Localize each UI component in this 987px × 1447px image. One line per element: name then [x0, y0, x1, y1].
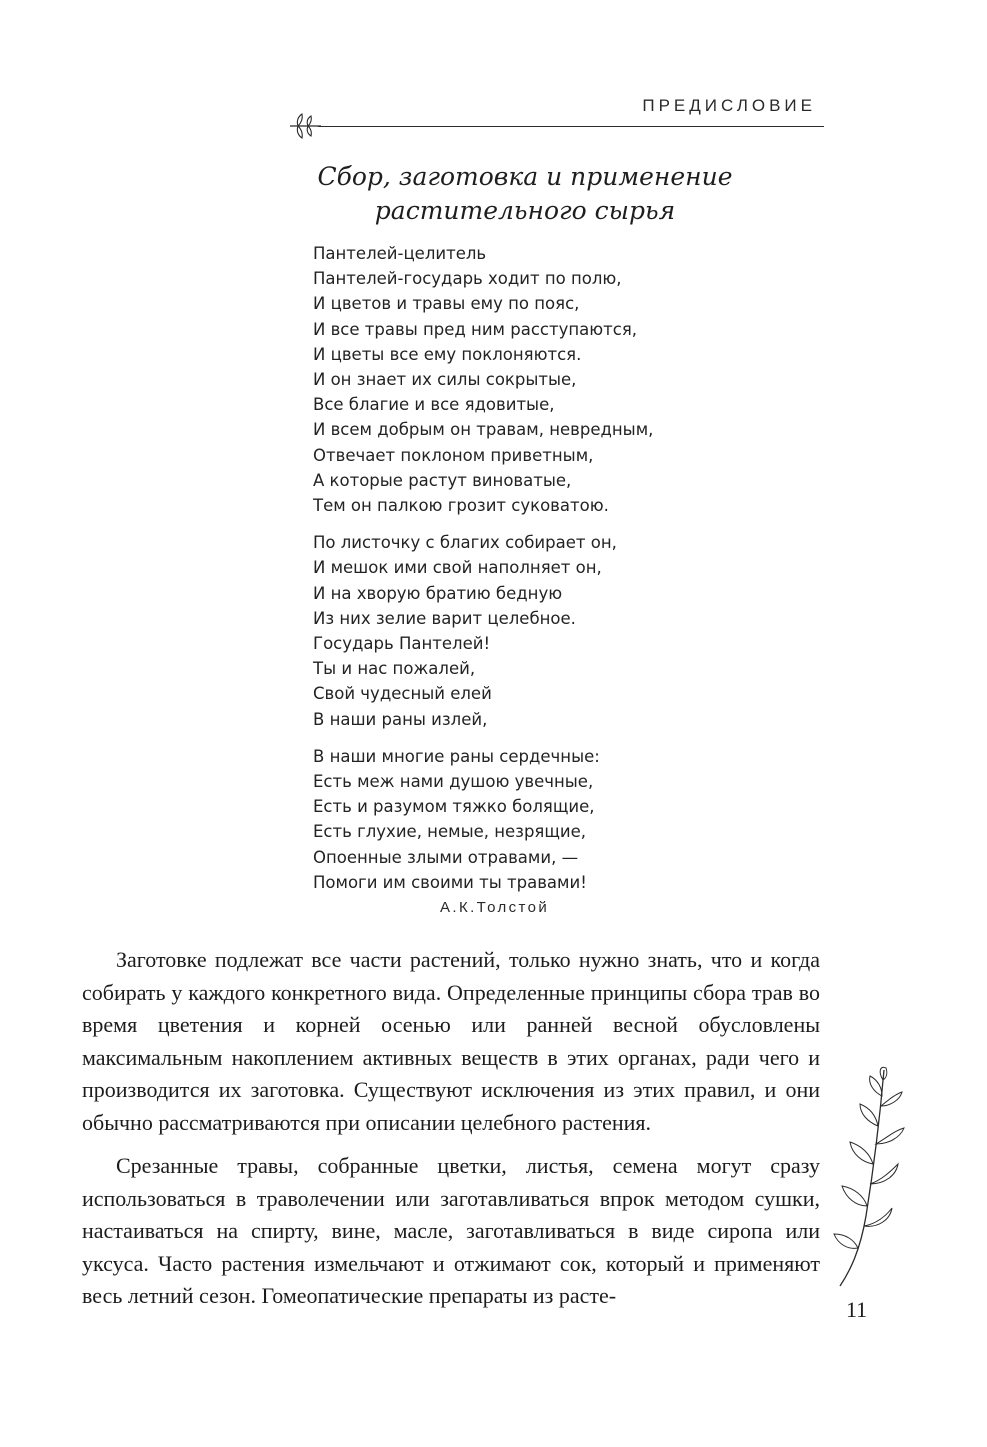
poem-stanza-2	[313, 530, 733, 732]
header-rule	[318, 126, 824, 127]
poem-epigraph	[313, 241, 733, 907]
poem-line: И мешок ими свой наполняет он,	[313, 558, 602, 578]
body-paragraph-1: Заготовке подлежат все части растений, только нужно знать, что и когда собирать у каждого конкретного вида. Определенные принципы сбора трав во время цветения и корней осенью или ранней весной обусловлены максимальным накоплением активных веществ в этих органах, ради чего и производится их заготовка. Существуют исключения из этих правил, и они обычно рассматриваются при описании целебного растения.	[82, 947, 820, 1135]
poem-line: В наши раны излей,	[313, 709, 488, 729]
section-title-line-2: растительного сырья	[374, 196, 676, 225]
leaf-sprig-icon	[288, 111, 322, 141]
poem-line: И всем добрым он травам, невредным,	[313, 420, 654, 440]
poem-line: Пантелей-целитель	[313, 244, 487, 263]
section-title-line-1: Сбор, заготовка и применение	[317, 162, 733, 191]
poem-line: Отвечает поклоном приветным,	[313, 445, 594, 465]
poem-line: И на хворую братию бедную	[313, 583, 563, 603]
poem-line: И все травы пред ним расступаются,	[313, 319, 637, 339]
poem-line: Тем он палкою грозит суковатою.	[313, 496, 609, 516]
poem-line: Помоги им своими ты травами!	[313, 872, 587, 892]
poem-line: Ты и нас пожалей,	[313, 659, 476, 679]
poem-line: Есть и разумом тяжко болящие,	[313, 797, 595, 817]
poem-line: И цветов и травы ему по пояс,	[313, 294, 580, 314]
poem-line: Есть глухие, немые, незрящие,	[313, 822, 587, 842]
poem-stanza-3	[313, 744, 733, 895]
poem-stanza-1	[313, 241, 733, 518]
running-header-title: ПРЕДИСЛОВИЕ	[642, 96, 816, 115]
section-title	[200, 160, 850, 228]
body-text	[82, 944, 820, 1324]
poem-line: По листочку с благих собирает он,	[313, 533, 617, 553]
poem-line: А которые растут виноватые,	[313, 470, 572, 490]
poem-line: Опоенные злыми отравами, —	[313, 847, 579, 867]
poem-line: Пантелей-государь ходит по полю,	[313, 269, 622, 289]
poem-line: И он знает их силы сокрытые,	[313, 370, 577, 390]
poem-line: Из них зелие варит целебное.	[313, 608, 576, 628]
body-paragraph-2: Срезанные травы, собранные цветки, листья, семена могут сразу использоваться в траволечении или заготавливаться впрок методом сушки, настаиваться на спирту, вине, масле, заготавливаться в виде сиропа или уксуса. Часто растения измельчают и отжимают сок, который и применяют весь летний сезон. Гомеопатические препараты из расте-	[82, 1153, 820, 1308]
branch-sprig-icon	[828, 1066, 908, 1288]
poem-line: Все благие и все ядовитые,	[313, 395, 555, 415]
poem-author: А.К.Толстой	[440, 899, 550, 916]
poem-line: Государь Пантелей!	[313, 634, 491, 654]
page-number: 11	[846, 1297, 868, 1322]
poem-line: Есть меж нами душою увечные,	[313, 772, 594, 792]
poem-line: И цветы все ему поклоняются.	[313, 344, 582, 364]
poem-line: В наши многие раны сердечные:	[313, 746, 600, 766]
poem-line: Свой чудесный елей	[313, 684, 492, 704]
